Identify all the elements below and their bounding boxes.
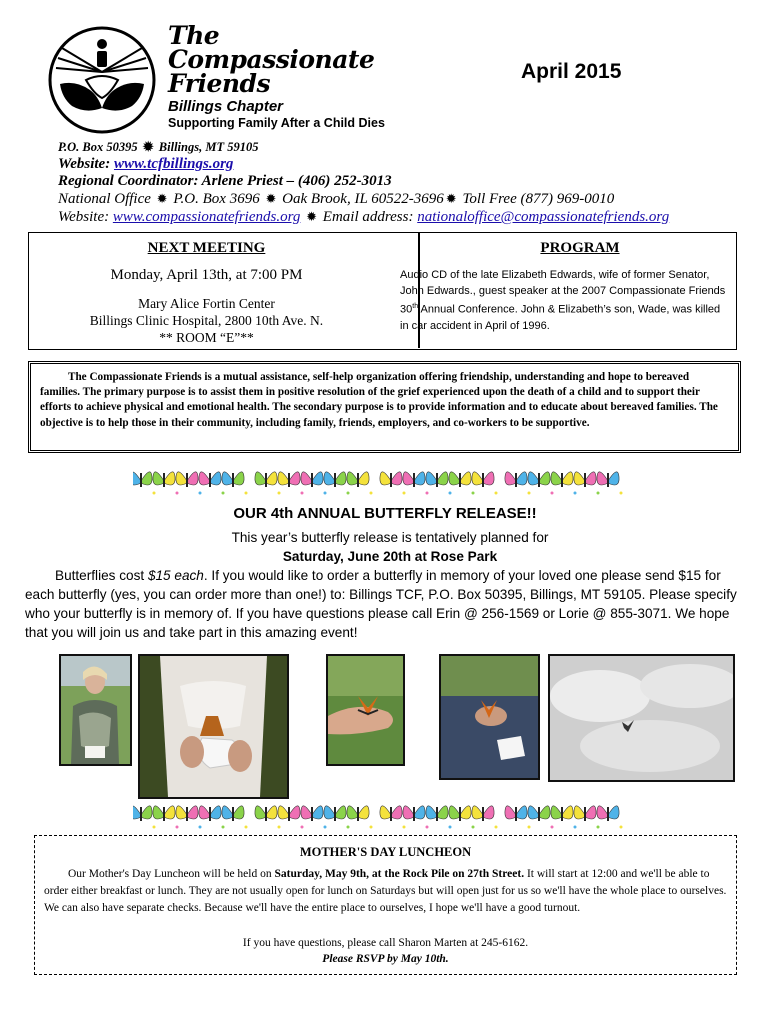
butterfly-icon — [597, 472, 623, 495]
tagline: Supporting Family After a Child Dies — [168, 116, 385, 130]
butterfly-icon — [472, 472, 498, 495]
email-label: Email address: — [322, 209, 414, 225]
meeting-program-box — [28, 232, 737, 350]
meeting-room: ** ROOM “E”** — [159, 330, 254, 345]
national-po-box: P.O. Box 3696 — [173, 191, 260, 207]
butterfly-icon — [222, 806, 248, 829]
photo-woman-holding-box — [59, 654, 132, 766]
program-heading: PROGRAM — [540, 240, 620, 256]
butterfly-icon — [551, 472, 577, 495]
city: Billings, MT 59105 — [158, 140, 259, 154]
butterfly-icon — [176, 806, 202, 829]
butterfly-icon — [153, 472, 179, 495]
luncheon-title: MOTHER'S DAY LUNCHEON — [299, 845, 472, 859]
national-city: Oak Brook, IL 60522-3696 — [282, 191, 444, 207]
release-body — [25, 528, 740, 642]
toll-free-number: Toll Free (877) 969-0010 — [462, 191, 615, 207]
butterfly-icon — [347, 806, 373, 829]
butterfly-icon — [347, 472, 373, 495]
butterfly-icon — [278, 472, 304, 495]
issue-date: April 2015 — [521, 60, 622, 83]
program-description — [400, 267, 730, 334]
release-para-a: Butterflies cost — [55, 568, 148, 583]
org-name-line: The — [168, 21, 220, 50]
luncheon-text-a: Our Mother's Day Luncheon will be held on — [68, 868, 275, 880]
butterfly-icon — [505, 806, 531, 829]
meeting-place — [29, 295, 384, 346]
butterfly-icon — [380, 806, 406, 829]
butterfly-border-bottom — [133, 797, 633, 833]
program-text-sup: th — [412, 303, 419, 310]
butterfly-icon — [255, 806, 281, 829]
butterfly-icon — [324, 806, 350, 829]
photo-person-holding-butterfly — [439, 654, 540, 780]
butterfly-icon — [301, 806, 327, 829]
national-website-line — [58, 209, 669, 226]
national-website-link[interactable]: www.compassionatefriends.org — [112, 209, 301, 225]
butterfly-icon — [528, 472, 554, 495]
website-label: Website: — [58, 156, 111, 172]
release-para-b: . If you would like to order a butterfly in memory of your loved one please send $15 for each butterfly (yes, you can order more than one!) to: Billings TCF, P.O. Box 50395, Billings, MT 59105. Please specify who your butterfly is in memory of. If you have questions please call Erin @ 256-1569 or Lorie @ 855-3071. We hope that you will join us and take part in this amazing event! — [25, 568, 737, 640]
butterfly-icon — [133, 806, 156, 829]
org-name — [168, 21, 375, 98]
purpose-box — [28, 361, 741, 453]
release-line-2: Saturday, June 20th at Rose Park — [282, 549, 498, 564]
chapter-name: Billings Chapter — [168, 98, 284, 115]
website-link[interactable]: www.tcfbillings.org — [113, 156, 234, 172]
butterfly-border-icon — [133, 463, 633, 499]
release-line-1: This year’s butterfly release is tentatively planned for — [231, 530, 549, 545]
butterfly-icon — [222, 472, 248, 495]
butterfly-icon — [278, 806, 304, 829]
luncheon-text-b: It will start at 12:00 and we'll be able to order either breakfast or lunch. They are not usually open for lunch on Saturdays but will open just for us so we'll have the whole place to ourselves. We can also have separate checks. Because we'll have the entire place to ourselves, I hope we'll have a good turnout. — [44, 868, 727, 914]
butterfly-icon — [301, 472, 327, 495]
po-box: P.O. Box 50395 — [58, 140, 138, 154]
butterfly-icon — [551, 806, 577, 829]
meeting-venue: Mary Alice Fortin Center — [138, 296, 275, 311]
luncheon-box — [34, 835, 737, 975]
butterfly-icon — [403, 806, 429, 829]
butterfly-icon — [426, 472, 452, 495]
butterfly-icon — [574, 806, 600, 829]
next-meeting-heading: NEXT MEETING — [147, 240, 266, 256]
butterfly-icon — [449, 472, 475, 495]
flower-bullet-icon: ✹ — [265, 191, 277, 206]
butterfly-icon — [472, 806, 498, 829]
butterfly-icon — [505, 472, 531, 495]
butterfly-icon — [153, 806, 179, 829]
website-line — [58, 156, 233, 173]
luncheon-text-bold: Saturday, May 9th, at the Rock Pile on 27th Street. — [274, 868, 525, 880]
flower-bullet-icon: ✹ — [142, 139, 154, 154]
luncheon-rsvp: Please RSVP by May 10th. — [322, 953, 449, 965]
flower-bullet-icon: ✹ — [306, 209, 318, 224]
meeting-time: Monday, April 13th, at 7:00 PM — [110, 267, 303, 283]
release-paragraph — [25, 566, 740, 642]
program-text-a: Audio CD of the late Elizabeth Edwards, wife of former Senator, John Edwards., guest speaker at the 2007 Compassionate Friends 30 — [400, 269, 726, 316]
national-office-line — [58, 191, 614, 208]
photo-butterfly-in-sky — [548, 654, 735, 782]
flower-bullet-icon: ✹ — [156, 191, 168, 206]
luncheon-contact: If you have questions, please call Sharon Marten at 245-6162. — [242, 937, 529, 949]
national-website-label: Website: — [58, 209, 110, 225]
photo-hands-with-box — [138, 654, 289, 799]
purpose-statement: The Compassionate Friends is a mutual assistance, self-help organization offering friendship, understanding and hope to bereaved families. The primary purpose is to assist them in positive resolution of the grief experienced upon the death of a child and to support their efforts to achieve physical and emotional health. The secondary purpose is to provide information and to educate about bereaved families. The objective is to help those in their community, including family, friends, employers, and co-workers to be supportive. — [40, 371, 718, 429]
release-title: OUR 4th ANNUAL BUTTERFLY RELEASE!! — [233, 505, 537, 522]
national-office: National Office — [58, 191, 151, 207]
email-link[interactable]: nationaloffice@compassionatefriends.org — [417, 209, 670, 225]
butterfly-icon — [255, 472, 281, 495]
butterfly-icon — [528, 806, 554, 829]
luncheon-text — [44, 866, 729, 917]
photo-butterfly-on-hand — [326, 654, 405, 766]
butterfly-icon — [380, 472, 406, 495]
butterfly-border-icon — [133, 797, 633, 833]
flower-bullet-icon: ✹ — [445, 191, 457, 206]
butterfly-border-top — [133, 463, 633, 499]
org-name-line: Friends — [168, 69, 271, 98]
butterfly-icon — [403, 472, 429, 495]
po-box-line — [58, 139, 258, 155]
butterfly-icon — [324, 472, 350, 495]
butterfly-icon — [176, 472, 202, 495]
butterfly-icon — [199, 472, 225, 495]
org-name-line: Compassionate — [168, 45, 375, 74]
regional-coordinator: Regional Coordinator: Arlene Priest – (406) 252-3013 — [58, 173, 392, 189]
butterfly-icon — [199, 806, 225, 829]
butterfly-icon — [426, 806, 452, 829]
meeting-address: Billings Clinic Hospital, 2800 10th Ave. N. — [89, 313, 324, 328]
release-price: $15 each — [147, 568, 204, 583]
butterfly-icon — [574, 472, 600, 495]
program-text-b: Annual Conference. John & Elizabeth’s son, Wade, was killed in car accident in April of 1996. — [400, 303, 721, 332]
butterfly-icon — [133, 472, 156, 495]
butterfly-icon — [449, 806, 475, 829]
butterfly-icon — [597, 806, 623, 829]
tcf-logo — [46, 24, 162, 136]
